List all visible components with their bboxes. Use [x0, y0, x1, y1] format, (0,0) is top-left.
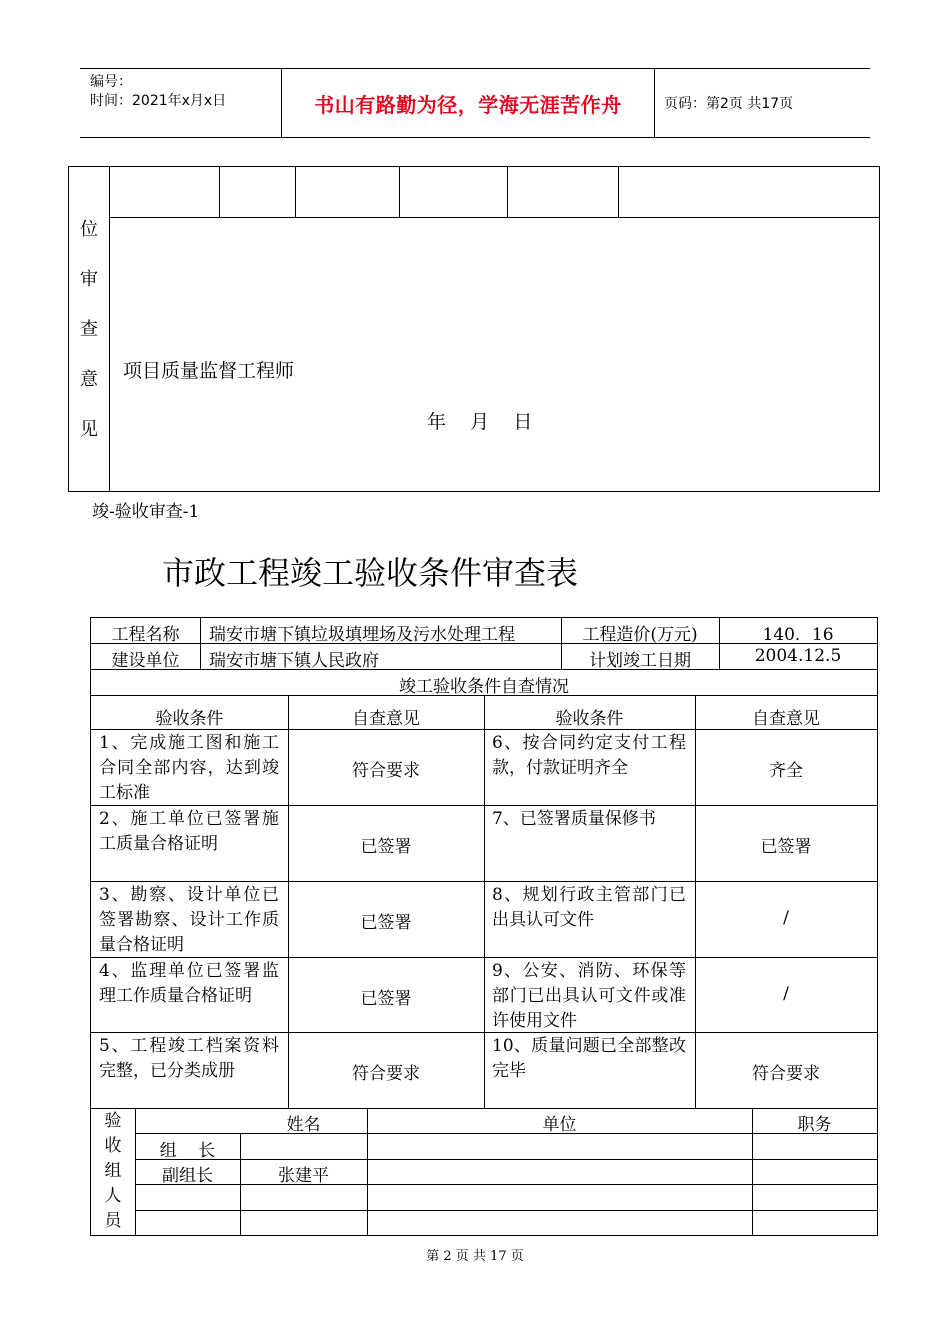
condition-item: 8、规划行政主管部门已出具认可文件	[492, 885, 686, 930]
condition-item: 7、已签署质量保修书	[492, 809, 656, 829]
condition-result: 符合要求	[752, 1064, 820, 1084]
engineer-label: 项目质量监督工程师	[123, 360, 295, 382]
cost-value: 140．16	[762, 625, 834, 645]
condition-item: 4、监理单位已签署监理工作质量合格证明	[99, 961, 279, 1006]
side-label-char: 位	[80, 219, 98, 240]
condition-result: 齐全	[769, 761, 803, 781]
side-label-char: 意	[80, 369, 98, 390]
condition-result: /	[783, 984, 789, 1004]
condition-result: 已签署	[360, 989, 412, 1009]
condition-item: 6、按合同约定支付工程款，付款证明齐全	[492, 733, 686, 778]
header-motto-cell	[282, 69, 655, 137]
side-label-char: 员	[104, 1211, 122, 1231]
builder-value: 瑞安市塘下镇人民政府	[209, 651, 379, 671]
table-divider	[135, 1210, 877, 1211]
page-title: 市政工程竣工验收条件审查表	[162, 554, 579, 592]
condition-result: 符合要求	[352, 761, 420, 781]
section-title: 竣工验收条件自查情况	[399, 677, 569, 697]
date-label: 年 月 日	[427, 411, 533, 433]
condition-result: 已签署	[360, 837, 412, 857]
side-label-char: 验	[104, 1111, 122, 1131]
plan-date-value: 2004.12.5	[754, 646, 842, 666]
cost-label: 工程造价(万元)	[582, 625, 698, 645]
condition-result: 已签署	[760, 837, 812, 857]
table-divider	[200, 618, 201, 669]
condition-header-right: 验收条件	[555, 709, 624, 729]
side-label-char: 人	[104, 1186, 122, 1206]
header-page-cell	[654, 69, 870, 137]
condition-header-left: 验收条件	[155, 709, 224, 729]
condition-result: /	[783, 908, 789, 928]
table-divider	[484, 695, 485, 1108]
opinion-header-left: 自查意见	[352, 709, 420, 729]
table-divider	[91, 1108, 877, 1109]
form-code: 竣-验收审查-1	[92, 502, 200, 522]
table-divider	[295, 167, 296, 217]
side-label-char: 组	[104, 1161, 122, 1181]
document-number-label: 编号：	[90, 74, 132, 90]
table-divider	[618, 167, 619, 217]
table-divider	[109, 217, 879, 218]
page-footer: 第 2 页 共 17 页	[426, 1249, 524, 1264]
condition-item: 1、完成施工图和施工合同全部内容，达到竣工标准	[99, 733, 279, 803]
side-label-char: 审	[80, 269, 98, 290]
name-header: 姓名	[286, 1115, 321, 1135]
condition-item: 5、工程竣工档案资料完整，已分类成册	[99, 1036, 279, 1081]
page-header	[80, 68, 870, 138]
header-motto: 书山有路勤为径，学海无涯苦作舟	[314, 92, 622, 117]
condition-item: 2、施工单位已签署施工质量合格证明	[99, 809, 279, 854]
table-divider	[135, 1159, 877, 1160]
condition-result: 符合要求	[352, 1064, 420, 1084]
review-side-label	[69, 205, 109, 455]
header-meta	[80, 69, 282, 137]
acceptance-table	[90, 617, 878, 1236]
header-page-number: 页码：第2页 共17页	[664, 96, 794, 112]
table-divider	[399, 167, 400, 217]
table-divider	[507, 167, 508, 217]
side-label-char: 查	[80, 319, 98, 340]
condition-item: 10、质量问题已全部整改完毕	[492, 1036, 686, 1081]
table-divider	[219, 167, 220, 217]
project-name-value: 瑞安市塘下镇垃圾填埋场及污水处理工程	[209, 625, 515, 645]
member-role: 组 长	[159, 1141, 216, 1161]
member-name: 张建平	[278, 1166, 329, 1186]
opinion-header-right: 自查意见	[752, 709, 820, 729]
builder-label: 建设单位	[111, 651, 180, 671]
review-opinion-table	[68, 166, 880, 492]
side-label-char: 见	[80, 419, 98, 440]
condition-item: 3、勘察、设计单位已签署勘察、设计工作质量合格证明	[99, 885, 279, 955]
plan-date-label: 计划竣工日期	[589, 651, 691, 671]
document-time-label: 时间：2021年x月x日	[90, 93, 227, 109]
side-label-char: 收	[104, 1136, 122, 1156]
members-side-label	[91, 1109, 135, 1234]
condition-result: 已签署	[360, 913, 412, 933]
unit-header: 单位	[542, 1115, 577, 1135]
project-name-label: 工程名称	[111, 625, 180, 645]
duty-header: 职务	[797, 1115, 832, 1135]
table-divider	[109, 167, 110, 491]
condition-item: 9、公安、消防、环保等部门已出具认可文件或准许使用文件	[492, 961, 686, 1031]
member-role: 副组长	[162, 1166, 213, 1186]
